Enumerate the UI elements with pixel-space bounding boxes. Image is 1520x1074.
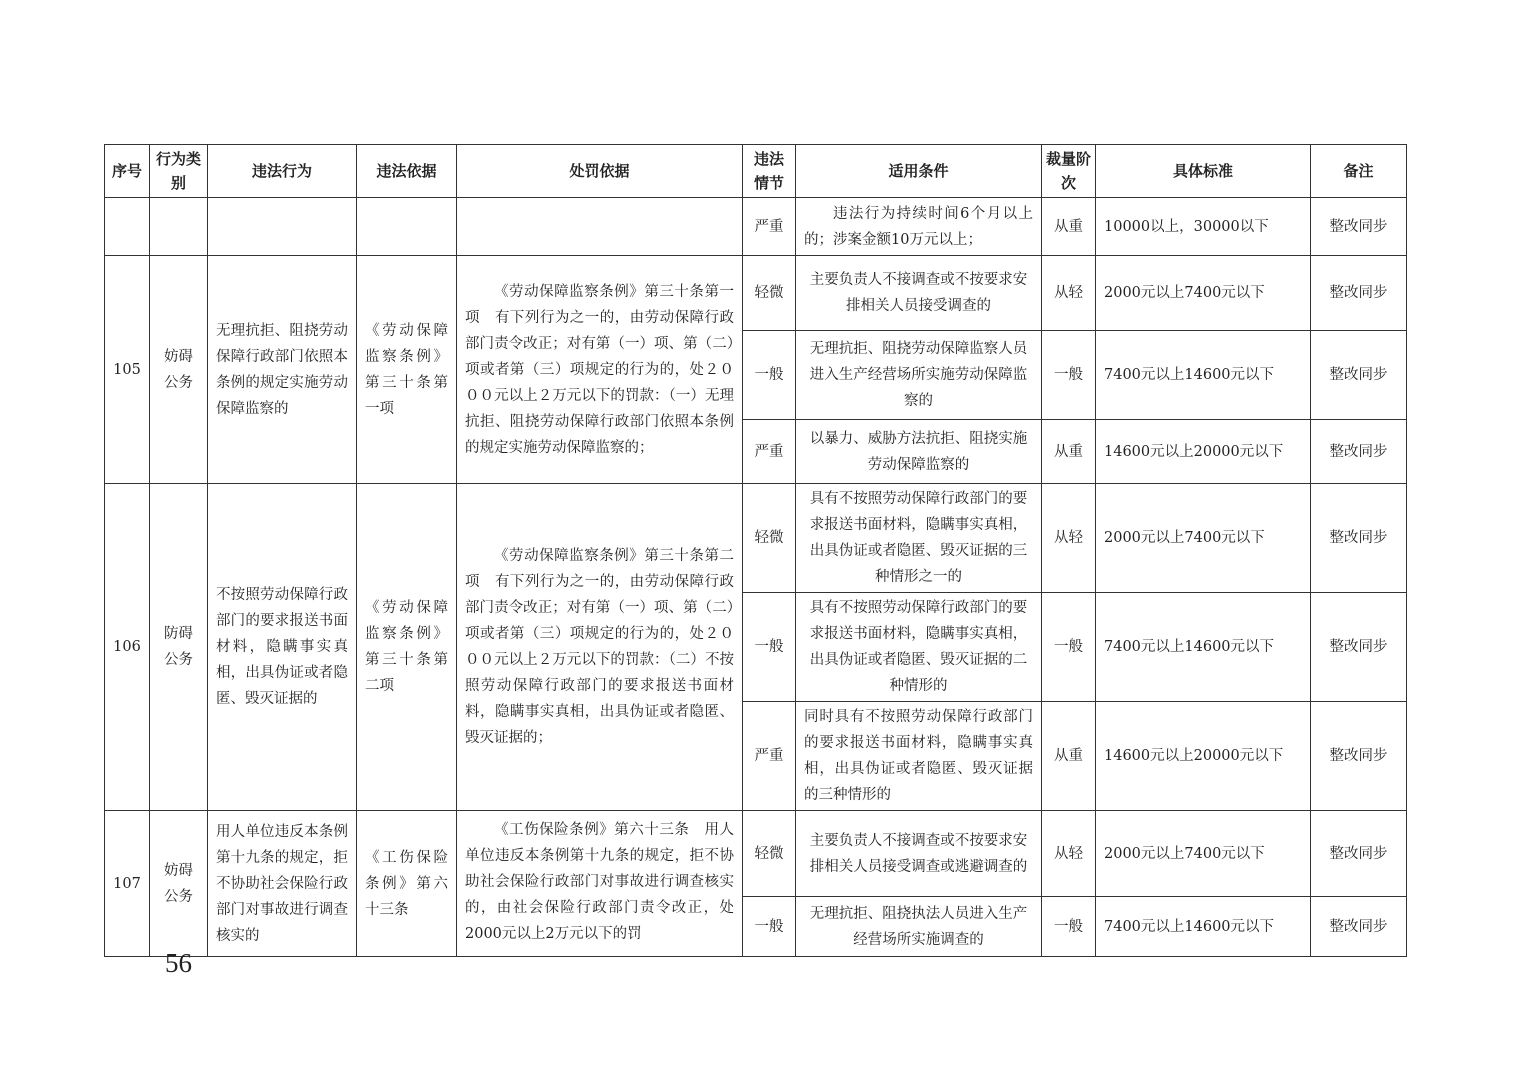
empty-cell	[357, 198, 457, 256]
entry-basis: 《劳动保障监察条例》第三十条第二项	[357, 484, 457, 811]
entry-behavior: 无理抗拒、阻挠劳动保障行政部门依照本条例的规定实施劳动保障监察的	[208, 256, 357, 484]
condition: 无理抗拒、阻挠执法人员进入生产经营场所实施调查的	[796, 897, 1042, 957]
entry-basis: 《工伤保险条例》第六十三条	[357, 811, 457, 957]
condition: 以暴力、威胁方法抗拒、阻挠实施劳动保障监察的	[796, 420, 1042, 484]
header-behavior: 违法行为	[208, 145, 357, 198]
table-row	[105, 811, 1407, 897]
standard: 14600元以上20000元以下	[1096, 420, 1311, 484]
note: 整改同步	[1311, 811, 1407, 897]
table-row	[105, 484, 1407, 593]
empty-cell	[457, 198, 743, 256]
entry-basis: 《劳动保障监察条例》第三十条第一项	[357, 256, 457, 484]
note: 整改同步	[1311, 198, 1407, 256]
standard: 7400元以上14600元以下	[1096, 593, 1311, 702]
level: 从轻	[1042, 811, 1096, 897]
entry-category: 妨碍公务	[150, 256, 208, 484]
header-condition: 适用条件	[796, 145, 1042, 198]
header-basis: 违法依据	[357, 145, 457, 198]
level: 从轻	[1042, 484, 1096, 593]
severity: 一般	[743, 331, 796, 420]
level: 一般	[1042, 593, 1096, 702]
condition: 主要负责人不接调查或不按要求安排相关人员接受调查或逃避调查的	[796, 811, 1042, 897]
level: 从重	[1042, 420, 1096, 484]
level: 一般	[1042, 897, 1096, 957]
severity: 轻微	[743, 811, 796, 897]
entry-category: 防碍公务	[150, 484, 208, 811]
condition: 无理抗拒、阻挠劳动保障监察人员进入生产经营场所实施劳动保障监察的	[796, 331, 1042, 420]
header-no: 序号	[105, 145, 150, 198]
level: 从重	[1042, 198, 1096, 256]
table-row	[105, 256, 1407, 331]
condition: 具有不按照劳动保障行政部门的要求报送书面材料，隐瞒事实真相，出具伪证或者隐匿、毁灭证据的三种情形之一的	[796, 484, 1042, 593]
header-note: 备注	[1311, 145, 1407, 198]
header-level: 裁量阶次	[1042, 145, 1096, 198]
entry-penalty: 《劳动保障监察条例》第三十条第二项 有下列行为之一的，由劳动保障行政部门责令改正；对有第（一）项、第（二）项或者第（三）项规定的行为的，处２０００元以上２万元以下的罚款：（二）不按照劳动保障行政部门的要求报送书面材料，隐瞒事实真相，出具伪证或者隐匿、毁灭证据的；	[457, 484, 743, 811]
entry-no: 107	[105, 811, 150, 957]
level: 从重	[1042, 702, 1096, 811]
standard: 7400元以上14600元以下	[1096, 897, 1311, 957]
standard: 7400元以上14600元以下	[1096, 331, 1311, 420]
note: 整改同步	[1311, 593, 1407, 702]
level: 一般	[1042, 331, 1096, 420]
severity: 一般	[743, 593, 796, 702]
condition: 违法行为持续时间6个月以上的；涉案金额10万元以上；	[796, 198, 1042, 256]
level: 从轻	[1042, 256, 1096, 331]
standard: 2000元以上7400元以下	[1096, 256, 1311, 331]
table-row	[105, 198, 1407, 256]
condition: 具有不按照劳动保障行政部门的要求报送书面材料，隐瞒事实真相，出具伪证或者隐匿、毁灭证据的二种情形的	[796, 593, 1042, 702]
empty-cell	[208, 198, 357, 256]
severity: 轻微	[743, 256, 796, 331]
severity: 严重	[743, 702, 796, 811]
header-penalty: 处罚依据	[457, 145, 743, 198]
note: 整改同步	[1311, 484, 1407, 593]
entry-penalty: 《劳动保障监察条例》第三十条第一项 有下列行为之一的，由劳动保障行政部门责令改正；对有第（一）项、第（二）项或者第（三）项规定的行为的，处２０００元以上２万元以下的罚款：（一）无理抗拒、阻挠劳动保障行政部门依照本条例的规定实施劳动保障监察的；	[457, 256, 743, 484]
condition: 主要负责人不接调查或不按要求安排相关人员接受调查的	[796, 256, 1042, 331]
note: 整改同步	[1311, 256, 1407, 331]
header-category: 行为类别	[150, 145, 208, 198]
entry-category: 妨碍公务	[150, 811, 208, 957]
empty-cell	[150, 198, 208, 256]
condition: 同时具有不按照劳动保障行政部门的要求报送书面材料，隐瞒事实真相，出具伪证或者隐匿、毁灭证据的三种情形的	[796, 702, 1042, 811]
note: 整改同步	[1311, 897, 1407, 957]
entry-behavior: 用人单位违反本条例第十九条的规定，拒不协助社会保险行政部门对事故进行调查核实的	[208, 811, 357, 957]
severity: 严重	[743, 198, 796, 256]
entry-no: 105	[105, 256, 150, 484]
severity: 一般	[743, 897, 796, 957]
header-standard: 具体标准	[1096, 145, 1311, 198]
header-severity: 违法情节	[743, 145, 796, 198]
note: 整改同步	[1311, 702, 1407, 811]
note: 整改同步	[1311, 420, 1407, 484]
standard: 14600元以上20000元以下	[1096, 702, 1311, 811]
page-number: 56	[165, 948, 192, 978]
standard: 2000元以上7400元以下	[1096, 484, 1311, 593]
severity: 严重	[743, 420, 796, 484]
severity: 轻微	[743, 484, 796, 593]
entry-no: 106	[105, 484, 150, 811]
standard: 2000元以上7400元以下	[1096, 811, 1311, 897]
note: 整改同步	[1311, 331, 1407, 420]
entry-penalty: 《工伤保险条例》第六十三条 用人单位违反本条例第十九条的规定，拒不协助社会保险行政部门对事故进行调查核实的，由社会保险行政部门责令改正，处2000元以上2万元以下的罚	[457, 811, 743, 957]
header-row	[105, 145, 1407, 198]
standard: 10000以上，30000以下	[1096, 198, 1311, 256]
empty-cell	[105, 198, 150, 256]
penalty-discretion-table	[104, 144, 1407, 957]
entry-behavior: 不按照劳动保障行政部门的要求报送书面材料，隐瞒事实真相，出具伪证或者隐匿、毁灭证据的	[208, 484, 357, 811]
